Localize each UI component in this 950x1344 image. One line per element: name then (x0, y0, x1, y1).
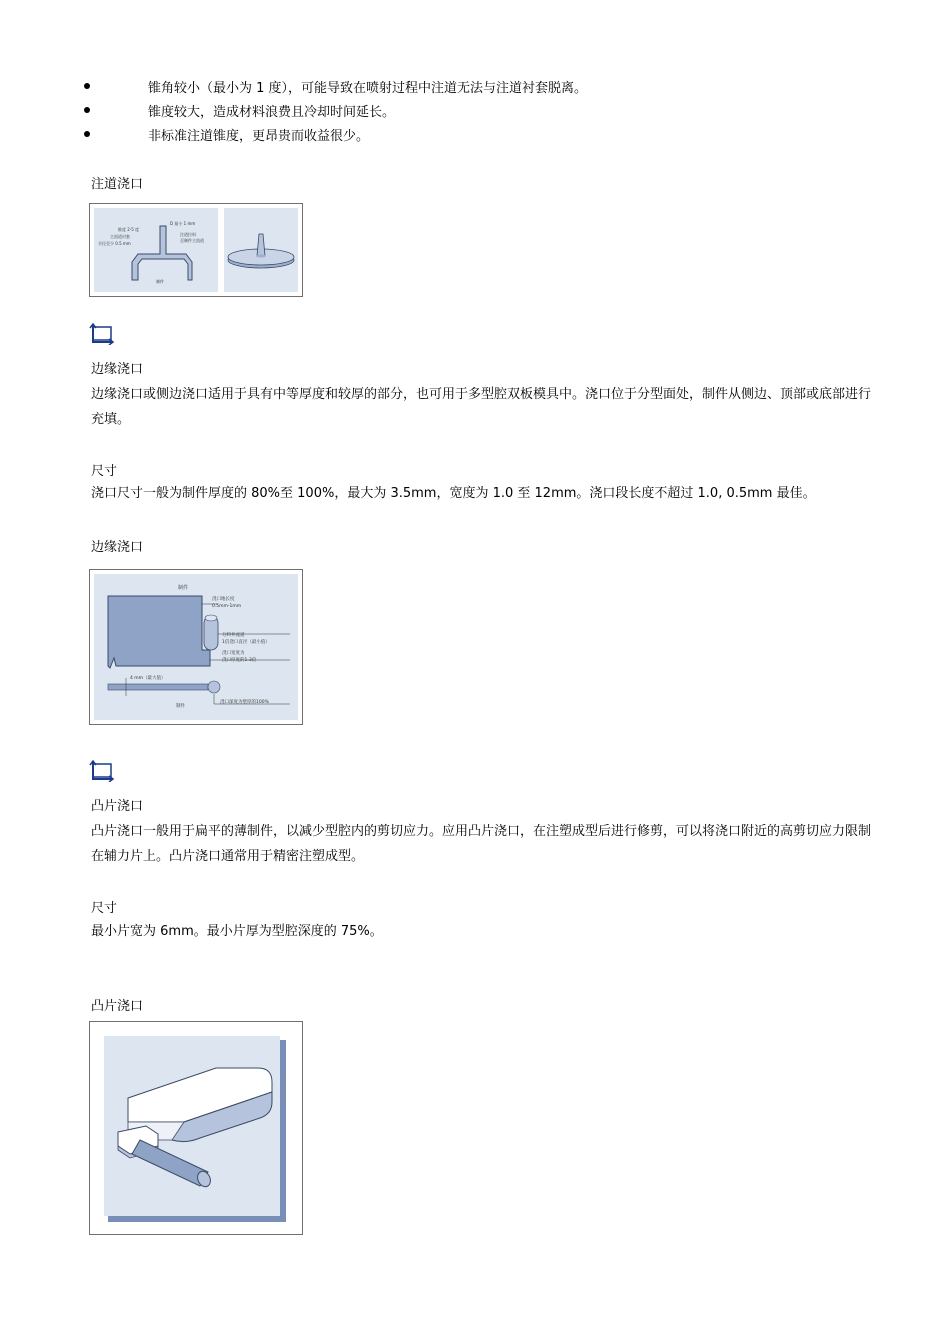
figure-caption-edge: 边缘浇口 (91, 540, 144, 555)
tab-gate-dimension-text: 最小片宽为 6mm。最小片厚为型腔深度的 75%。 (91, 924, 383, 939)
label-diameter: D 最小 1 mm (170, 221, 196, 226)
edge-gate-dimension-text: 浇口尺寸一般为制件厚度的 80%至 100%，最大为 3.5mm，宽度为 1.0 至 12mm。浇口段长度不超过 1.0, 0.5mm 最佳。 (91, 486, 816, 501)
label-depth-note: 浇口深度为壁厚的100% (220, 700, 269, 705)
figure-caption-sprue: 注道浇口 (91, 177, 144, 192)
label-part-top: 制件 (178, 585, 189, 591)
bullet-icon (84, 83, 90, 89)
label-land-value: 0.5mm-1mm (212, 604, 242, 609)
tab-gate-description: 凸片浇口一般用于扁平的薄制件，以减少型腔内的剪切应力。应用凸片浇口，在注塑成型后进行修剪，可以将浇口附近的高剪切应力限制在辅力片上。凸片浇口通常用于精密注塑成型。 (91, 824, 872, 864)
bullet-item: 非标准注道锥度，更昂贵而收益很少。 (148, 129, 370, 144)
label-main-runner: 主流道衬套 (110, 234, 130, 239)
sprue-gate-diagram (90, 204, 302, 296)
label-runner-note: 1倍浇口直径（最小值） (222, 640, 270, 645)
section-title-tab-gate: 凸片浇口 (91, 799, 144, 814)
label-runner: 分料井流道 (222, 633, 245, 638)
back-to-top-icon[interactable] (89, 323, 115, 345)
bullet-icon (84, 107, 90, 113)
edge-gate-figure (89, 569, 303, 725)
sprue-gate-figure (89, 203, 303, 297)
bullet-icon (84, 131, 90, 137)
edge-gate-dimension-title: 尺寸 (91, 464, 118, 479)
label-anchor: 注道拉料 (180, 232, 196, 237)
label-taper: 锥度 2-5 度 (118, 227, 140, 232)
bullet-item: 锥角较小（最小为 1 度），可能导致在喷射过程中注道无法与注道衬套脱离。 (148, 81, 588, 96)
edge-gate-description: 边缘浇口或侧边浇口适用于具有中等厚度和较厚的部分，也可用于多型腔双板模具中。浇口位于分型面处，制件从侧边、顶部或底部进行充填。 (91, 387, 872, 427)
label-part: 制件 (156, 279, 164, 284)
section-title-edge-gate: 边缘浇口 (91, 362, 144, 377)
label-gate-width-note: 浇口厚度的1-3倍 (222, 658, 257, 663)
tab-gate-figure (89, 1021, 303, 1235)
bullet-item: 锥度较大，造成材料浪费且冷却时间延长。 (148, 105, 396, 120)
label-max-thickness: 4 mm（最大值） (130, 676, 166, 681)
figure-caption-tab: 凸片浇口 (91, 999, 144, 1014)
label-land-length: 浇口地长度 (212, 597, 235, 602)
back-to-top-icon[interactable] (89, 760, 115, 782)
label-radius: 半径至少 0.5 mm (98, 241, 131, 246)
label-part-bottom: 制件 (176, 704, 185, 709)
tab-gate-diagram (90, 1022, 302, 1234)
label-gate-width: 浇口宽度为 (222, 651, 245, 656)
tab-gate-dimension-title: 尺寸 (91, 901, 118, 916)
label-to-part: 至制件主流道 (180, 238, 204, 243)
edge-gate-diagram (90, 570, 302, 724)
